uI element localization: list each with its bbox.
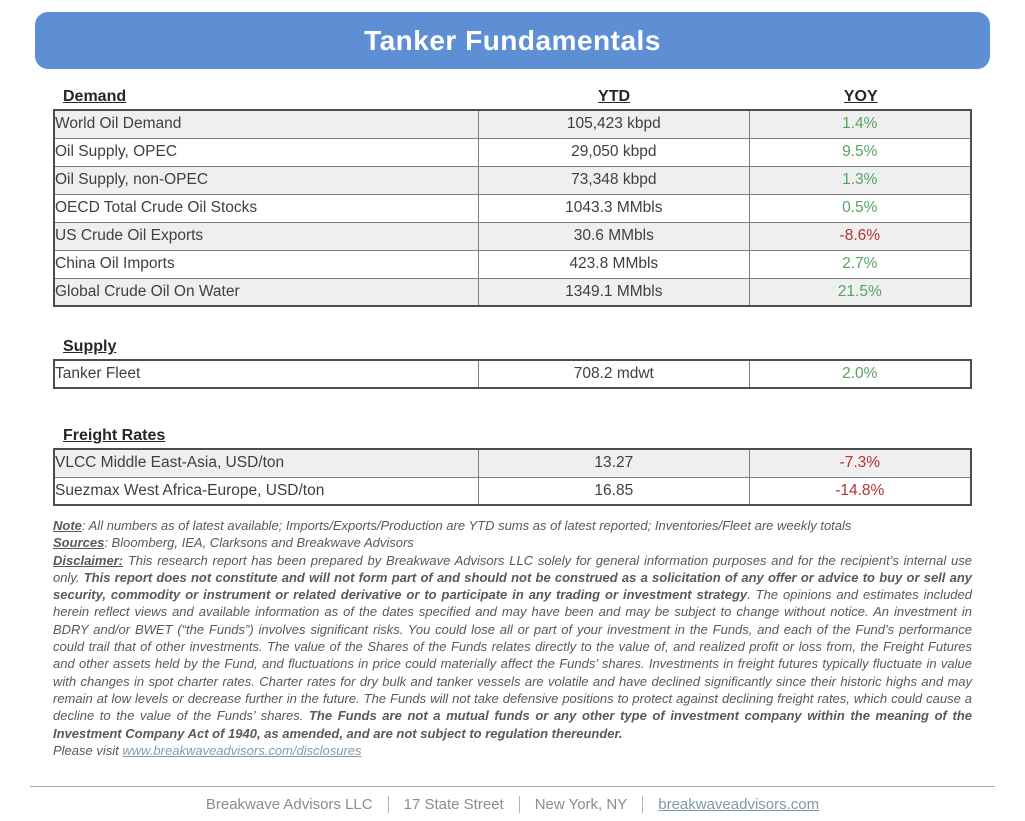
table-row: [54, 166, 971, 194]
note-line: [53, 517, 972, 534]
row-label: VLCC Middle East-Asia, USD/ton: [54, 449, 479, 477]
section-heading-freight-rates: Freight Rates: [63, 427, 166, 444]
note-text: : All numbers as of latest available; Imports/Exports/Production are YTD sums as of latest reported; Inventories/Fleet are weekly totals: [81, 518, 852, 533]
table-row: [54, 222, 971, 250]
demand-table: [53, 109, 972, 307]
notes-block: [53, 517, 972, 759]
section-heading-demand: Demand: [63, 88, 127, 105]
footer-company: Breakwave Advisors LLC: [205, 796, 373, 813]
footer-address: 17 State Street: [403, 796, 504, 813]
row-yoy-value: -14.8%: [749, 477, 971, 505]
sources-text: : Bloomberg, IEA, Clarksons and Breakwave Advisors: [104, 535, 414, 551]
row-yoy-value: 21.5%: [749, 278, 971, 306]
row-label: Oil Supply, OPEC: [54, 138, 479, 166]
table-row: [54, 138, 971, 166]
row-label: Suezmax West Africa-Europe, USD/ton: [54, 477, 479, 505]
row-ytd-value: 29,050 kbpd: [479, 138, 750, 166]
row-ytd-value: 13.27: [479, 449, 750, 477]
table-row: [54, 110, 971, 138]
sources-label: Sources: [53, 535, 105, 551]
footer-divider: [642, 796, 643, 813]
row-ytd-value: 16.85: [479, 477, 750, 505]
footer-website-link[interactable]: breakwaveadvisors.com: [658, 796, 820, 813]
table-row: [54, 194, 971, 222]
note-label: Note: [53, 518, 82, 533]
supply-table: [53, 359, 972, 389]
row-yoy-value: 2.7%: [749, 250, 971, 278]
visit-text: Please visit: [53, 742, 123, 758]
column-header-yoy: YOY: [843, 88, 878, 105]
disclaimer-paragraph: [53, 552, 972, 742]
disclosures-link[interactable]: www.breakwaveadvisors.com/disclosures: [122, 742, 362, 758]
row-label: China Oil Imports: [54, 250, 479, 278]
table-row: [54, 360, 971, 388]
footer-divider: [388, 796, 389, 813]
row-yoy-value: 2.0%: [749, 360, 971, 388]
table-row: [54, 250, 971, 278]
row-yoy-value: 0.5%: [749, 194, 971, 222]
row-label: World Oil Demand: [54, 110, 479, 138]
row-label: OECD Total Crude Oil Stocks: [54, 194, 479, 222]
column-header-ytd: YTD: [598, 88, 631, 105]
row-yoy-value: 1.4%: [749, 110, 971, 138]
row-ytd-value: 30.6 MMbls: [479, 222, 750, 250]
disclosures-line: [53, 742, 972, 759]
supply-header-row: [53, 338, 972, 356]
row-ytd-value: 105,423 kbpd: [479, 110, 750, 138]
row-label: Tanker Fleet: [54, 360, 479, 388]
disclaimer-text: This research report has been prepared by Breakwave Advisors LLC solely for general information purposes and for the recipient’s internal use only.: [53, 552, 972, 585]
report-title-banner: [35, 12, 990, 69]
row-yoy-value: 9.5%: [749, 138, 971, 166]
demand-header-row: [53, 88, 972, 106]
footer-divider: [519, 796, 520, 813]
sources-line: [53, 534, 972, 551]
row-yoy-value: -8.6%: [749, 222, 971, 250]
disclaimer-label: Disclaimer:: [53, 552, 124, 568]
row-label: Oil Supply, non-OPEC: [54, 166, 479, 194]
disclaimer-bold-text: This report does not constitute and will not form part of and should not be construed as a solicitation of any offer or advice to buy or sell any security, commodity or instrument or related derivative or to participate in any trading or investment strategy: [53, 569, 973, 603]
row-ytd-value: 1349.1 MMbls: [479, 278, 750, 306]
report-body: [53, 88, 972, 759]
freight-header-row: [53, 427, 972, 445]
freight-rates-table: [53, 448, 972, 506]
table-row: [54, 477, 971, 505]
footer-city: New York, NY: [534, 796, 628, 813]
table-row: [54, 449, 971, 477]
row-label: US Crude Oil Exports: [54, 222, 479, 250]
row-label: Global Crude Oil On Water: [54, 278, 479, 306]
section-heading-supply: Supply: [63, 338, 117, 355]
page-title: Tanker Fundamentals: [364, 24, 661, 56]
disclaimer-bold-text: The Funds are not a mutual funds or any other type of investment company within the meaning of the Investment Company Act of 1940, as amended, and are not subject to regulation thereunder.: [53, 708, 972, 741]
row-yoy-value: 1.3%: [749, 166, 971, 194]
row-ytd-value: 1043.3 MMbls: [479, 194, 750, 222]
disclaimer-text: . The opinions and estimates included herein reflect views and available information as of the dates specified and may have been and may be subject to change without notice. An investment in BDRY and/or BWET (“the Funds”) involves significant risks. You could lose all or part of your investment in the Funds, and each of the Fund’s performance could trail that of other investments. The value of the Shares of the Funds relates directly to the value of, and realized profit or loss from, the Freight Futures and other assets held by the Fund, and fluctuations in price could materially affect the Funds’ shares. Investments in freight futures typically fluctuate in value with changes in spot charter rates. Charter rates for dry bulk and tanker vessels are volatile and have declined significantly since their historic highs and may remain at low levels or decrease further in the future. The Funds will not take defensive positions to protect against declining freight rates, which could cause a decline to the value of the Funds’ shares.: [53, 587, 972, 724]
row-yoy-value: -7.3%: [749, 449, 971, 477]
row-ytd-value: 423.8 MMbls: [479, 250, 750, 278]
table-row: [54, 278, 971, 306]
row-ytd-value: 708.2 mdwt: [479, 360, 750, 388]
row-ytd-value: 73,348 kbpd: [479, 166, 750, 194]
